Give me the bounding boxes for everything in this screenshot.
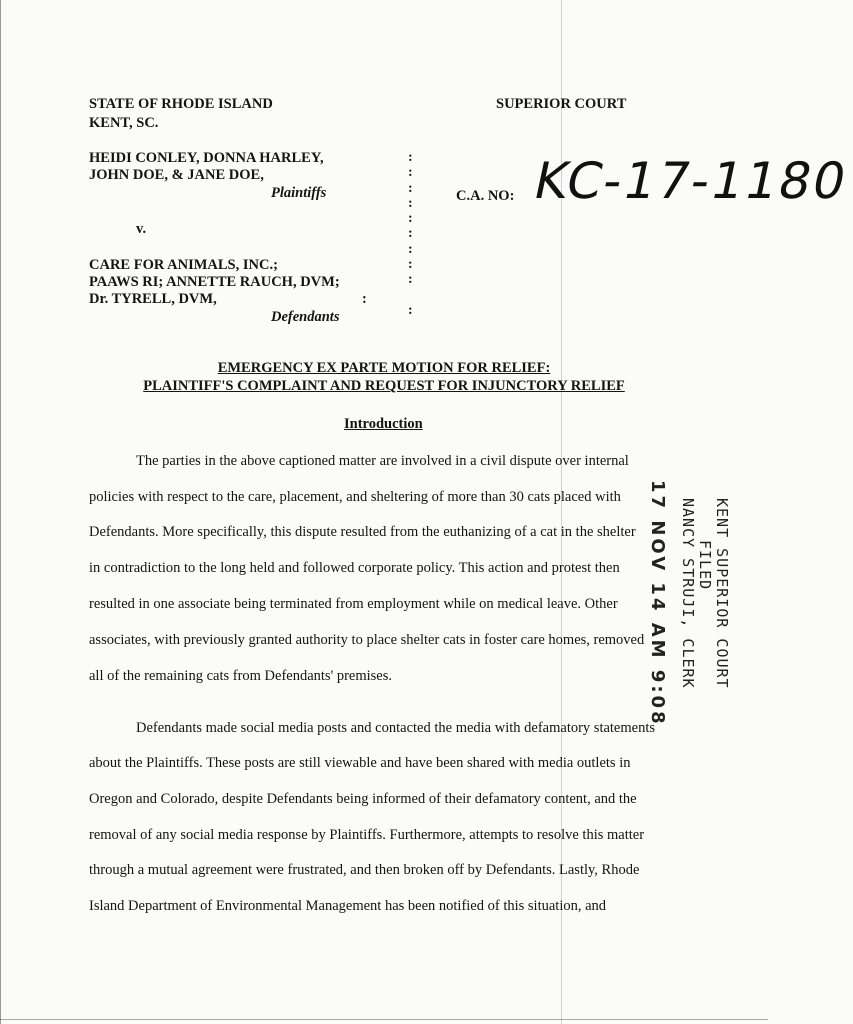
versus: v. bbox=[136, 221, 147, 237]
filing-stamp-clerk: NANCY STRUJI, CLERK bbox=[679, 498, 697, 689]
defendants-line-1: CARE FOR ANIMALS, INC.; bbox=[89, 257, 278, 273]
paragraph-1-line: The parties in the above captioned matter are involved in a civil dispute over internal bbox=[136, 453, 629, 469]
paragraph-2-line: Defendants made social media posts and contacted the media with defamatory statements bbox=[136, 720, 656, 736]
paragraph-1-line: in contradiction to the long held and followed corporate policy. This action and protest then bbox=[89, 560, 620, 576]
paragraph-1-line: all of the remaining cats from Defendants' premises. bbox=[89, 668, 392, 684]
paragraph-1-line: policies with respect to the care, placement, and sheltering of more than 30 cats placed with bbox=[89, 489, 621, 505]
paragraph-1-line: resulted in one associate being terminated from employment while on medical leave. Other bbox=[89, 596, 618, 612]
paragraph-2-line: Oregon and Colorado, despite Defendants being informed of their defamatory content, and the bbox=[89, 791, 637, 807]
plaintiffs-line-1: HEIDI CONLEY, DONNA HARLEY, bbox=[89, 150, 324, 166]
defendants-line-2: PAAWS RI; ANNETTE RAUCH, DVM; bbox=[89, 274, 340, 290]
defendants-line-3: Dr. TYRELL, DVM, bbox=[89, 291, 217, 307]
case-number-label: C.A. NO: bbox=[456, 188, 515, 204]
scan-bottom-edge bbox=[0, 1019, 768, 1020]
paragraph-2-line: through a mutual agreement were frustrated, and then broken off by Defendants. Lastly, Rhode bbox=[89, 862, 640, 878]
scan-left-edge bbox=[0, 0, 1, 1024]
defendants-role: Defendants bbox=[271, 309, 340, 325]
filing-stamp bbox=[679, 498, 730, 689]
court-state: STATE OF RHODE ISLAND bbox=[89, 96, 273, 112]
court-name: SUPERIOR COURT bbox=[496, 96, 627, 112]
filing-stamp-filed: FILED bbox=[696, 540, 714, 591]
plaintiffs-role: Plaintiffs bbox=[271, 185, 327, 201]
paragraph-2-line: Island Department of Environmental Management has been notified of this situation, and bbox=[89, 898, 607, 914]
motion-title-line-1: EMERGENCY EX PARTE MOTION FOR RELIEF: bbox=[217, 360, 551, 376]
caption-colon-column: : : : : : : : : : : bbox=[408, 150, 413, 318]
paragraph-1-line: Defendants. More specifically, this dispute resulted from the euthanizing of a cat in the shelter bbox=[89, 524, 636, 540]
plaintiffs-line-2: JOHN DOE, & JANE DOE, bbox=[89, 167, 264, 183]
court-county: KENT, SC. bbox=[89, 115, 159, 131]
section-heading: Introduction bbox=[344, 416, 423, 432]
paragraph-2-line: removal of any social media response by Plaintiffs. Furthermore, attempts to resolve this matter bbox=[89, 827, 645, 843]
caption-colon-extra: : bbox=[362, 291, 367, 307]
filing-stamp-date: 17 NOV 14 AM 9:08 bbox=[647, 480, 668, 727]
paragraph-1-line: associates, with previously granted authority to place shelter cats in foster care homes, removed bbox=[89, 632, 645, 648]
motion-title-line-2: PLAINTIFF'S COMPLAINT AND REQUEST FOR INJUNCTORY RELIEF bbox=[143, 378, 625, 394]
filing-stamp-court: KENT SUPERIOR COURT bbox=[713, 498, 731, 689]
case-number-handwritten: KC-17-1180 bbox=[528, 152, 853, 210]
paragraph-2-line: about the Plaintiffs. These posts are still viewable and have been shared with media outlets in bbox=[89, 755, 631, 771]
